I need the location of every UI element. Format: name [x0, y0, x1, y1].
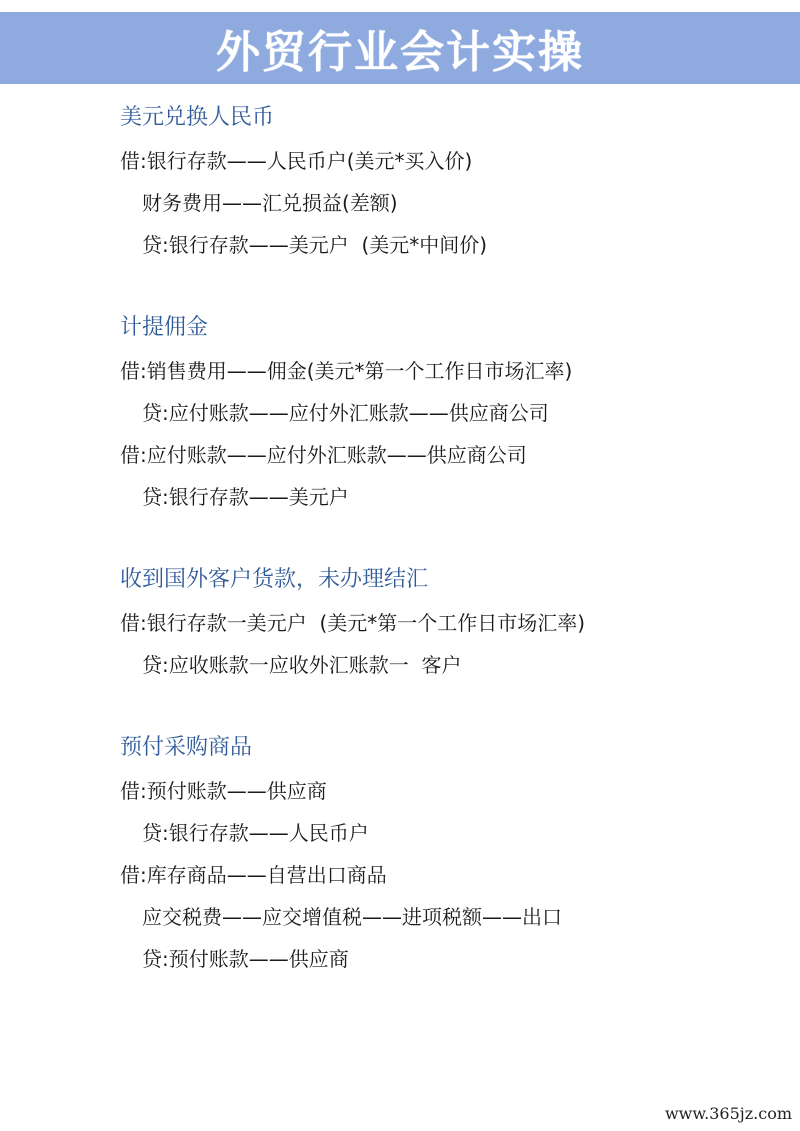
journal-entry: 贷:银行存款——美元户 [142, 485, 349, 509]
journal-entry: 财务费用——汇兑损益(差额) [142, 191, 398, 215]
section-heading: 美元兑换人民币 [120, 105, 275, 130]
journal-entry: 贷:应收账款一应收外汇账款一 客户 [142, 653, 462, 677]
section-usd-to-rmb [120, 104, 760, 258]
section-heading: 收到国外客户货款，未办理结汇 [120, 567, 429, 592]
section-foreign-receipt [120, 566, 760, 678]
section-prepaid-purchase [120, 734, 760, 972]
journal-entry: 贷:银行存款——人民币户 [142, 821, 369, 845]
journal-entry: 借:应付账款——应付外汇账款——供应商公司 [120, 443, 527, 467]
journal-entry: 贷:应付账款——应付外汇账款——供应商公司 [142, 401, 549, 425]
watermark-text: www.365jz.com [664, 1104, 792, 1123]
section-commission-accrual [120, 314, 760, 510]
journal-entry: 借:销售费用——佣金(美元*第一个工作日市场汇率) [120, 359, 573, 383]
section-heading: 计提佣金 [120, 315, 209, 340]
journal-entry: 应交税费——应交增值税——进项税额——出口 [142, 905, 562, 929]
journal-entry: 借:库存商品——自营出口商品 [120, 863, 387, 887]
page-title: 外贸行业会计实操 [216, 27, 584, 78]
title-banner [0, 12, 800, 84]
section-heading: 预付采购商品 [120, 735, 253, 760]
journal-entry: 借:预付账款——供应商 [120, 779, 327, 803]
journal-entry: 借:银行存款一美元户 (美元*第一个工作日市场汇率) [120, 611, 586, 635]
journal-entry: 借:银行存款——人民币户(美元*买入价) [120, 149, 473, 173]
journal-entry: 贷:银行存款——美元户 (美元*中间价) [142, 233, 488, 257]
journal-entry: 贷:预付账款——供应商 [142, 947, 349, 971]
